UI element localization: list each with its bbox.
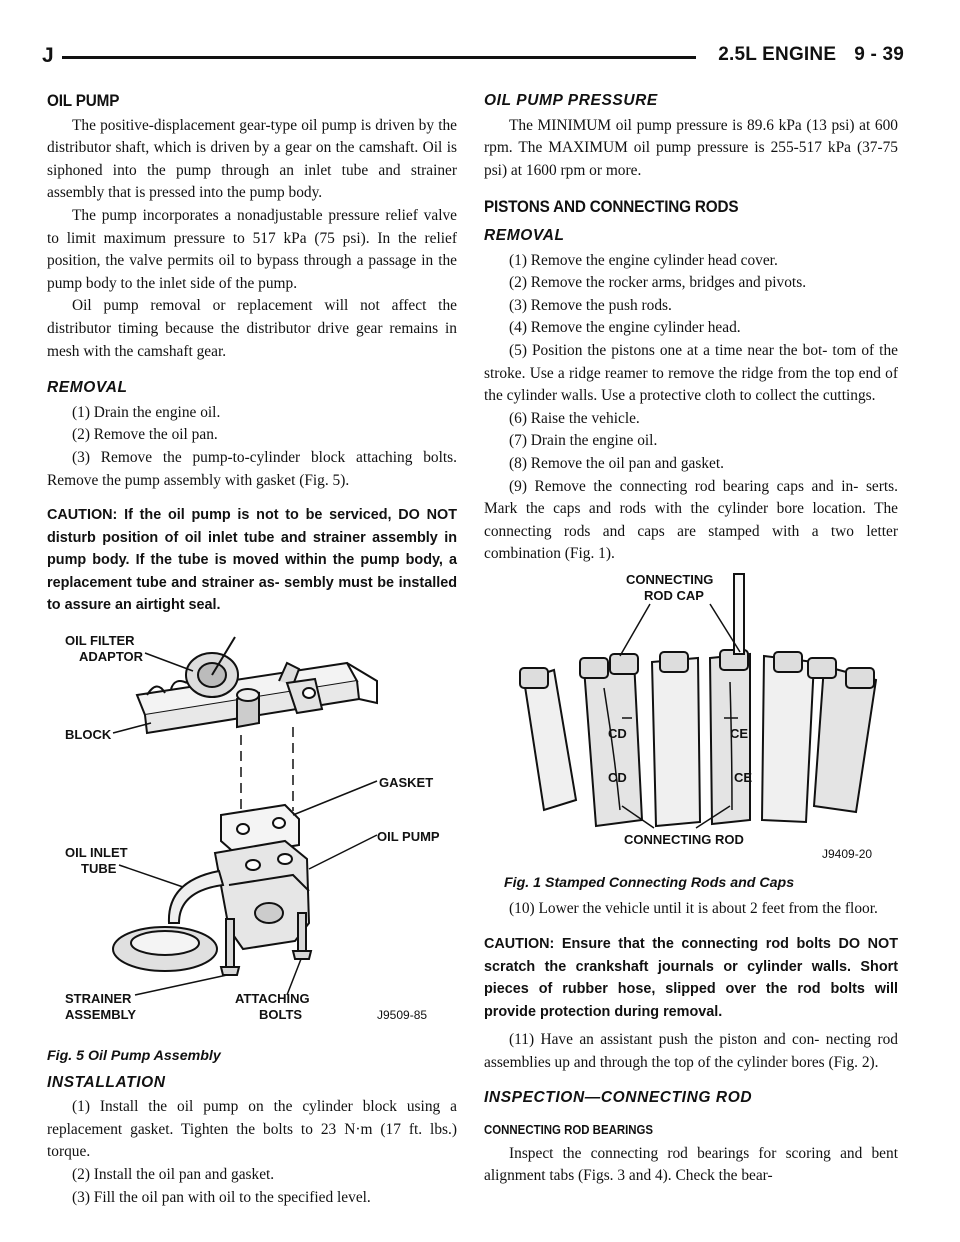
piston-step-5: (5) Position the pistons one at a time near the bot- tom of the stroke. Use a ridge reamer to remove the ridge from the top end of the cylinder walls. Use a protective cloth to collect the cuttings.: [484, 341, 898, 405]
piston-step-7: (7) Drain the engine oil.: [509, 432, 658, 450]
oil-pump-caution: CAUTION: If the oil pump is not to be serviced, DO NOT disturb position of oil inlet tube and strainer assembly in pump body. If the tube is moved within the pump body, a replacement tube and strainer as- sembly must be installed to assure an airtight seal.: [47, 507, 457, 614]
connecting-rod-caution: CAUTION: Ensure that the connecting rod bolts DO NOT scratch the crankshaft journals or cylinder walls. Short pieces of rubber hose, slipped over the rod bolts will provide protection during removal.: [484, 936, 898, 1020]
oil-pump-pressure-heading: OIL PUMP PRESSURE: [484, 92, 658, 109]
header-letter: J: [42, 44, 54, 67]
stamp-ce-bottom: CE: [734, 769, 753, 785]
inspection-heading: INSPECTION—CONNECTING ROD: [484, 1088, 753, 1106]
label-attaching: ATTACHING: [235, 991, 310, 1007]
label-strainer: STRAINER: [65, 991, 132, 1007]
piston-step-11: (11) Have an assistant push the piston and con- necting rod assemblies up and through the top of the cylinder bores (Fig. 2).: [484, 1031, 898, 1072]
piston-step-8: (8) Remove the oil pan and gasket.: [509, 454, 724, 472]
figure-code: J9509-85: [377, 1008, 428, 1023]
piston-step-9: (9) Remove the connecting rod bearing caps and in- serts. Mark the caps and rods with the cylinder bore location. The connecting rods and caps are stamped with a two letter combination (Fig. 1).: [484, 477, 898, 563]
label-oil-inlet: OIL INLET: [65, 845, 128, 861]
oil-pump-paragraph-3: Oil pump removal or replacement will not affect the distributor timing because the distributor drive gear remains in mesh with the camshaft gear.: [47, 297, 457, 360]
oil-pump-paragraph-2: The pump incorporates a nonadjustable pressure relief valve to limit maximum pressure to 517 kPa (75 psi). In the relief position, the valve permits oil to bypass through a passage in the pump body to the inlet side of the pump.: [47, 206, 457, 292]
label-adaptor: ADAPTOR: [79, 649, 144, 665]
label-rod-cap: ROD CAP: [644, 587, 704, 603]
left-column: [47, 90, 457, 1209]
label-assembly: ASSEMBLY: [65, 1007, 137, 1023]
piston-step-2: (2) Remove the rocker arms, bridges and pivots.: [509, 274, 807, 292]
bearings-heading: CONNECTING ROD BEARINGS: [484, 1122, 654, 1138]
installation-heading: INSTALLATION: [47, 1073, 166, 1091]
installation-step-3: (3) Fill the oil pan with oil to the specified level.: [72, 1188, 371, 1206]
piston-step-1: (1) Remove the engine cylinder head cover.: [509, 251, 778, 269]
fig5-oil-pump-illustration: [47, 623, 457, 1041]
label-gasket: GASKET: [379, 775, 434, 791]
fig5-caption: Fig. 5 Oil Pump Assembly: [47, 1048, 221, 1065]
figure-code: J9409-20: [822, 846, 873, 861]
fig1-connecting-rods-illustration: [484, 570, 898, 868]
stamp-ce-top: CE: [730, 725, 749, 741]
label-block: BLOCK: [65, 727, 112, 743]
piston-step-10: (10) Lower the vehicle until it is about 2 feet from the floor.: [509, 900, 878, 918]
removal-step-1: (1) Drain the engine oil.: [72, 403, 221, 421]
piston-step-3: (3) Remove the push rods.: [509, 296, 672, 314]
piston-step-6: (6) Raise the vehicle.: [509, 409, 640, 427]
label-oil-filter: OIL FILTER: [65, 633, 135, 649]
pistons-removal-heading: REMOVAL: [484, 226, 565, 244]
bearings-paragraph: Inspect the connecting rod bearings for scoring and bent alignment tabs (Figs. 3 and 4). Check the bear-: [484, 1144, 898, 1185]
installation-step-1: (1) Install the oil pump on the cylinder block using a replacement gasket. Tighten the bolts to 23 N·m (17 ft. lbs.) torque.: [47, 1098, 457, 1161]
connecting-rods-drawing: [484, 570, 898, 868]
installation-step-2: (2) Install the oil pan and gasket.: [72, 1166, 275, 1184]
oil-pump-drawing: [47, 623, 457, 1041]
removal-step-3: (3) Remove the pump-to-cylinder block attaching bolts. Remove the pump assembly with gasket (Fig. 5).: [47, 448, 457, 489]
label-oil-pump: OIL PUMP: [377, 829, 440, 845]
removal-step-2: (2) Remove the oil pan.: [72, 426, 218, 444]
right-column: [484, 90, 898, 1188]
stamp-cd-top: CD: [608, 725, 627, 741]
oil-pump-paragraph-1: The positive-displacement gear-type oil pump is driven by the distributor shaft, which is driven by a gear on the camshaft. Oil is siphoned into the pump through an inlet tube and strainer assembly that is pressed into the pump body.: [47, 116, 457, 202]
label-tube: TUBE: [81, 861, 117, 877]
oil-pump-removal-heading: REMOVAL: [47, 379, 128, 397]
header-page-number: 9 - 39: [854, 44, 904, 65]
header-section-title: 2.5L ENGINE: [718, 44, 837, 65]
oil-pump-heading: OIL PUMP: [47, 91, 120, 110]
stamp-cd-bottom: CD: [608, 769, 627, 785]
label-bolts: BOLTS: [259, 1007, 303, 1023]
piston-step-4: (4) Remove the engine cylinder head.: [509, 319, 741, 337]
page-header: [42, 44, 904, 74]
pistons-heading: PISTONS AND CONNECTING RODS: [484, 197, 739, 217]
oil-pump-pressure-paragraph: The MINIMUM oil pump pressure is 89.6 kPa (13 psi) at 600 rpm. The MAXIMUM oil pump pressure is 255-517 kPa (37-75 psi) at 1600 rpm or more.: [484, 116, 898, 179]
label-connecting: CONNECTING: [626, 571, 714, 587]
header-rule: [62, 56, 696, 59]
header-section: [718, 44, 904, 66]
fig1-caption: Fig. 1 Stamped Connecting Rods and Caps: [504, 874, 795, 891]
label-connecting-rod: CONNECTING ROD: [624, 831, 744, 847]
